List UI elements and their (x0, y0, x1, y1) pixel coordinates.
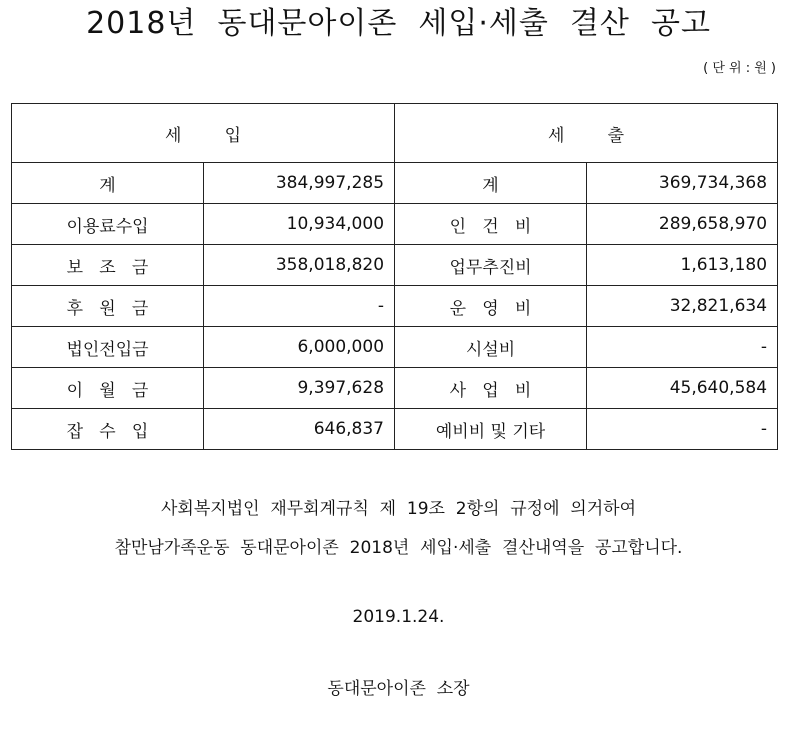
expense-amount: 289,658,970 (587, 204, 778, 245)
income-label: 후 원 금 (12, 286, 204, 327)
table-row (12, 245, 778, 286)
table-row (12, 368, 778, 409)
table-header-row (12, 104, 778, 163)
notice-line-2: 참만남가족운동 동대문아이존 2018년 세입·세출 결산내역을 공고합니다. (114, 538, 683, 558)
notice-line-1: 사회복지법인 재무회계규칙 제 19조 2항의 규정에 의거하여 (161, 499, 636, 519)
expense-amount: - (587, 409, 778, 450)
income-label: 보 조 금 (12, 245, 204, 286)
table-row (12, 286, 778, 327)
income-amount: - (204, 286, 395, 327)
income-amount: 9,397,628 (204, 368, 395, 409)
expense-amount: 369,734,368 (587, 163, 778, 204)
expense-label: 업무추진비 (395, 245, 587, 286)
table-row (12, 409, 778, 450)
unit-note: ( 단 위 : 원 ) (703, 61, 776, 76)
income-amount: 6,000,000 (204, 327, 395, 368)
expense-label: 사 업 비 (395, 368, 587, 409)
expense-label: 계 (395, 163, 587, 204)
expense-amount: 1,613,180 (587, 245, 778, 286)
table-row (12, 327, 778, 368)
table-row (12, 204, 778, 245)
expense-header: 세 출 (395, 104, 778, 163)
expense-amount: 45,640,584 (587, 368, 778, 409)
settlement-table (11, 103, 778, 450)
income-label: 이용료수입 (12, 204, 204, 245)
expense-label: 예비비 및 기타 (395, 409, 587, 450)
income-amount: 646,837 (204, 409, 395, 450)
income-label: 계 (12, 163, 204, 204)
notice-signature: 동대문아이존 소장 (327, 679, 470, 699)
expense-label: 운 영 비 (395, 286, 587, 327)
expense-amount: - (587, 327, 778, 368)
expense-amount: 32,821,634 (587, 286, 778, 327)
income-label: 이 월 금 (12, 368, 204, 409)
income-amount: 10,934,000 (204, 204, 395, 245)
income-label: 법인전입금 (12, 327, 204, 368)
income-amount: 358,018,820 (204, 245, 395, 286)
income-header: 세 입 (12, 104, 395, 163)
table-row (12, 163, 778, 204)
expense-label: 시설비 (395, 327, 587, 368)
income-label: 잡 수 입 (12, 409, 204, 450)
income-amount: 384,997,285 (204, 163, 395, 204)
expense-label: 인 건 비 (395, 204, 587, 245)
document-title: 2018년 동대문아이존 세입·세출 결산 공고 (86, 6, 711, 41)
notice-date: 2019.1.24. (352, 607, 445, 627)
